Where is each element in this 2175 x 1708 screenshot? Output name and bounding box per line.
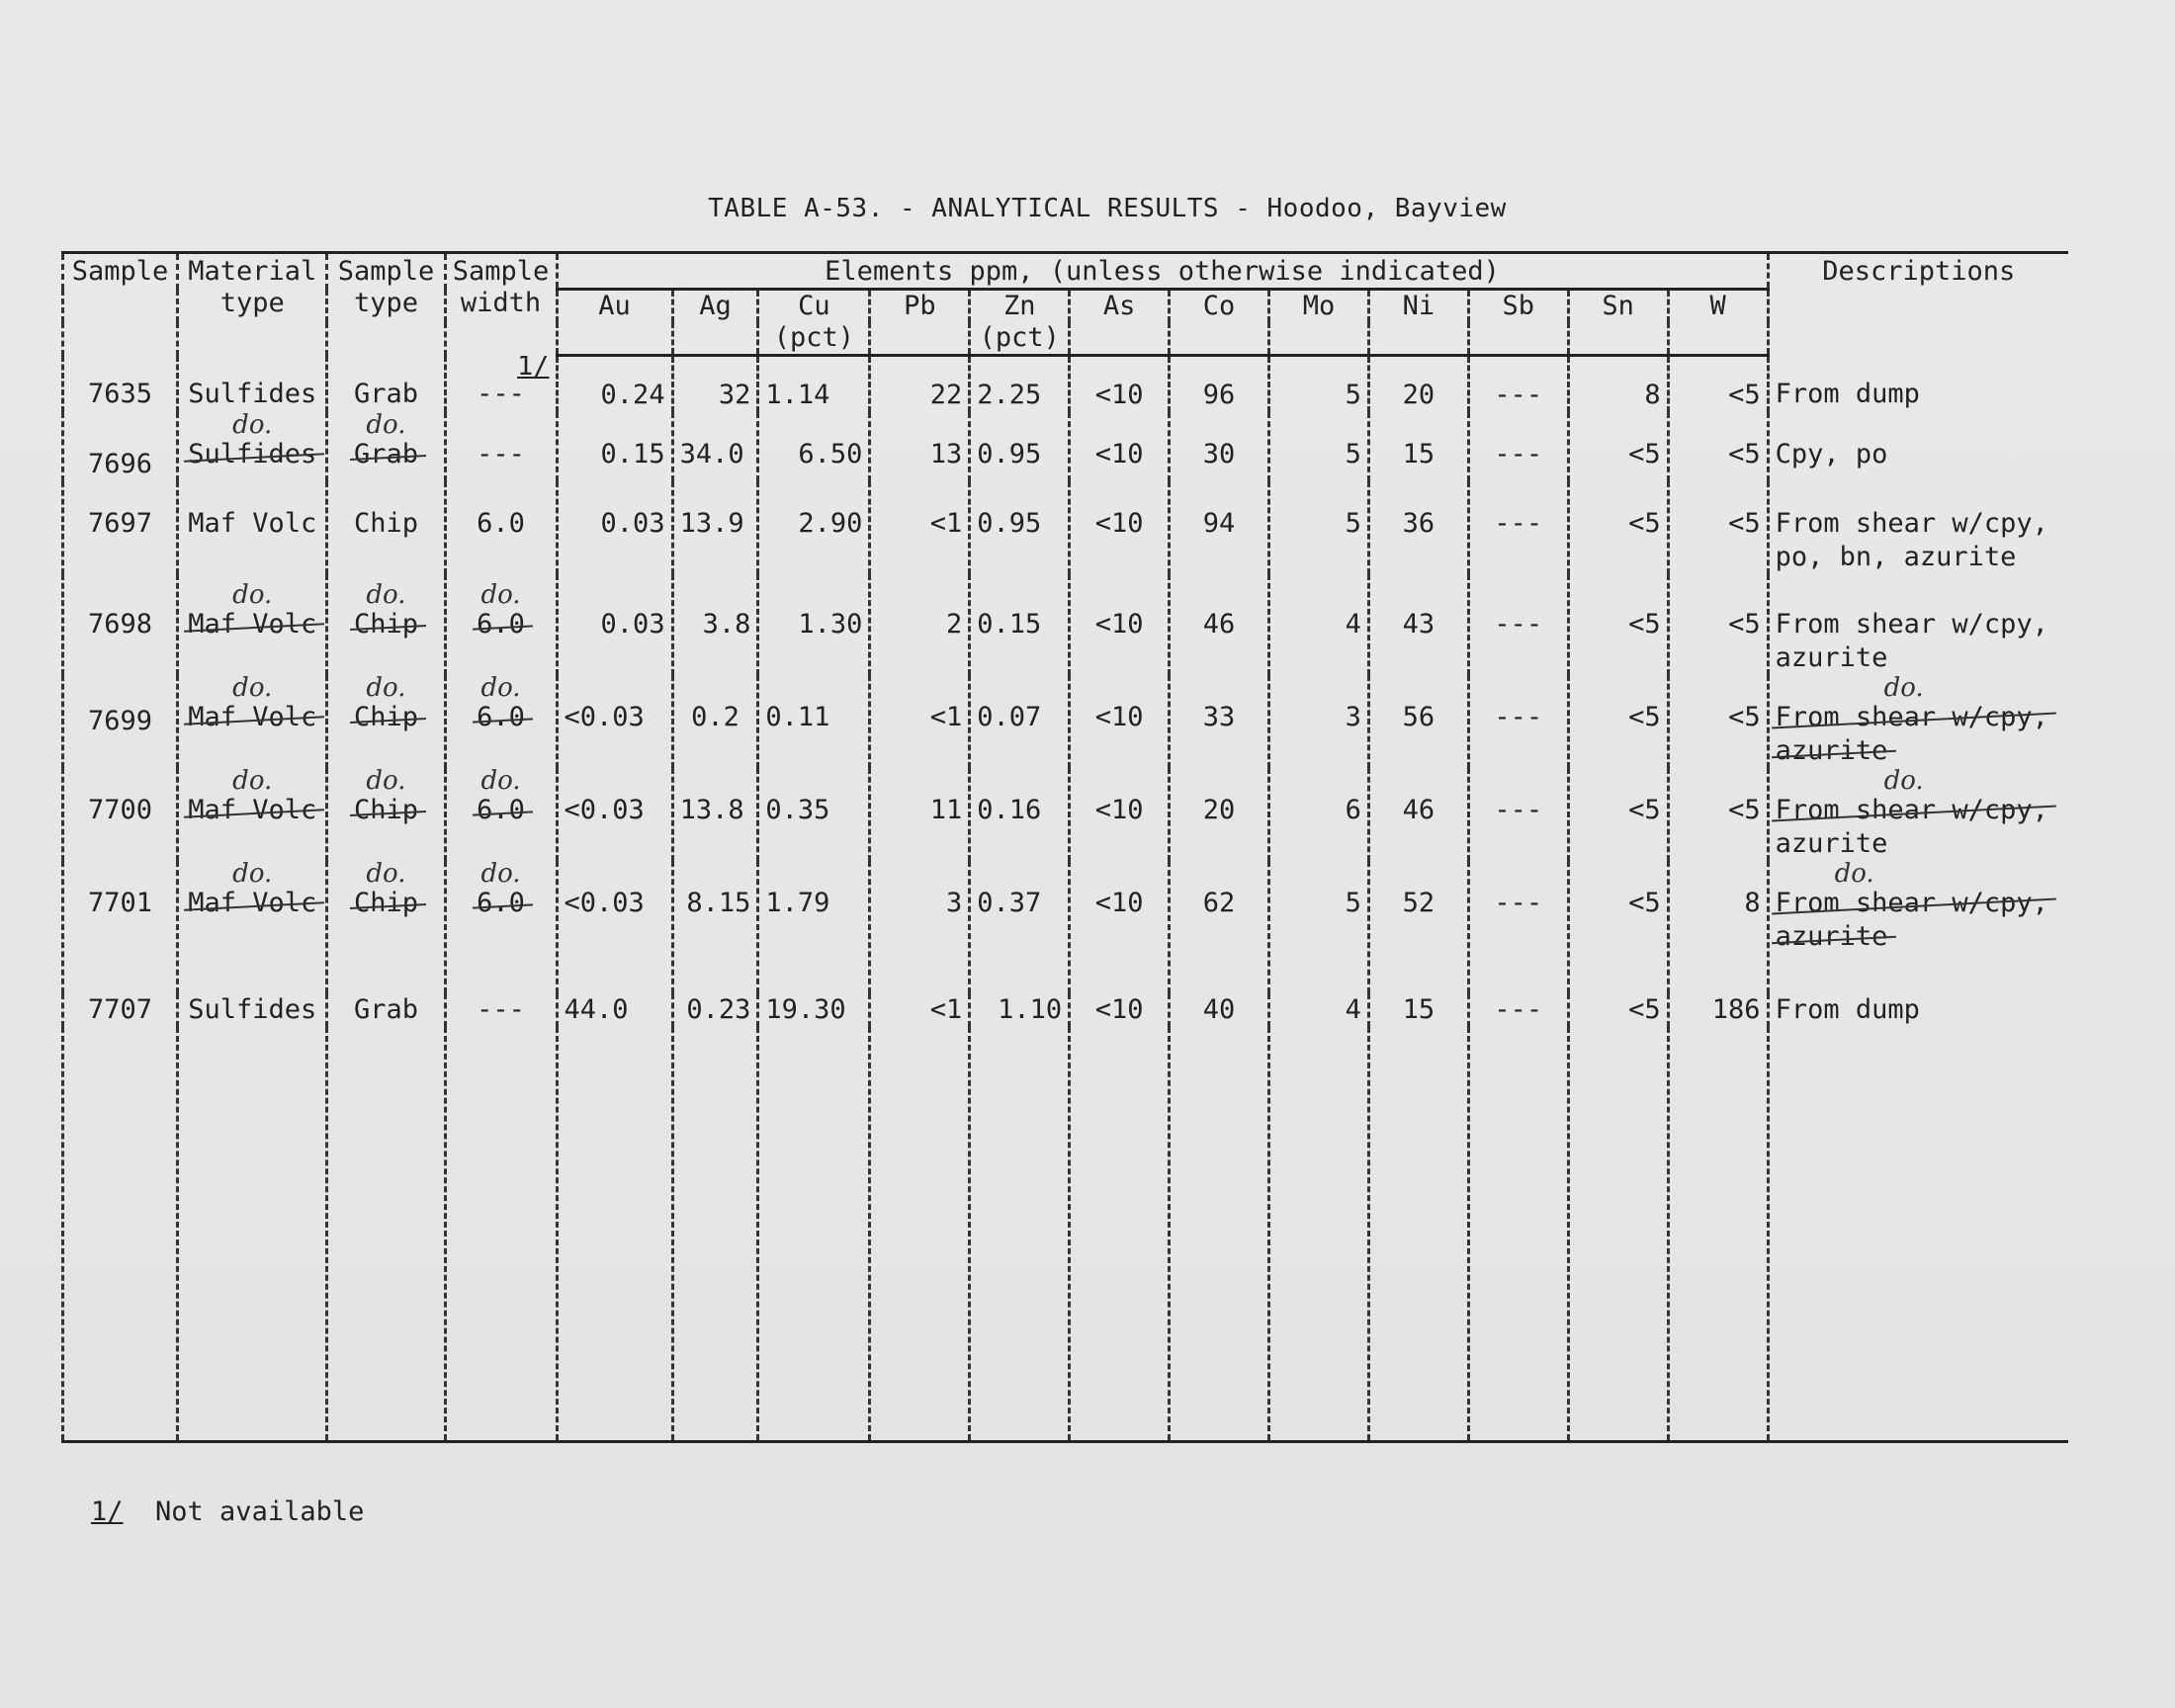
cell-au: 0.03 (557, 481, 672, 574)
cell-co: 96 (1170, 356, 1269, 413)
cell-material: Maf Volc (178, 481, 327, 574)
cell-width: 1/ --- (445, 356, 557, 413)
cell-mo: 4 (1269, 993, 1369, 1027)
cell-mo: 6 (1269, 768, 1369, 861)
cell-sn: 8 (1568, 356, 1668, 413)
ditto-mark: do. (480, 675, 521, 703)
cell-w: <5 (1668, 481, 1768, 574)
cell-type: Grab (327, 993, 445, 1027)
cell-ni: 46 (1368, 768, 1468, 861)
cell-pb: <1 (870, 481, 970, 574)
cell-as: <10 (1070, 481, 1170, 574)
header-cu-unit: (pct) (758, 322, 870, 356)
cell-sn: <5 (1568, 574, 1668, 675)
cell-desc: do. From shear w/cpy, azurite (1768, 861, 2068, 993)
cell-co: 62 (1170, 861, 1269, 993)
table-row (63, 574, 2069, 675)
cell-type: do. Chip (327, 675, 445, 768)
cell-desc: From dump (1768, 993, 2068, 1027)
cell-mo: 3 (1269, 675, 1369, 768)
header-pb-unit (870, 322, 970, 356)
ditto-mark: do. (480, 861, 521, 889)
cell-au: 0.15 (557, 412, 672, 481)
cell-material: do. Maf Volc (178, 861, 327, 993)
cell-width: do. 6.0 (445, 574, 557, 675)
cell-ag: 0.23 (672, 993, 758, 1027)
cell-material: do. Maf Volc (178, 574, 327, 675)
cell-sb: --- (1468, 675, 1568, 768)
cell-as: <10 (1070, 993, 1170, 1027)
cell-au: <0.03 (557, 861, 672, 993)
ditto-mark: do. (366, 861, 406, 889)
header-mo: Mo (1269, 290, 1369, 323)
cell-sn: <5 (1568, 412, 1668, 481)
cell-type: do. Chip (327, 574, 445, 675)
cell-sb: --- (1468, 861, 1568, 993)
ditto-mark: do. (1883, 768, 1924, 796)
ditto-mark: do. (1834, 861, 1874, 889)
header-as: As (1070, 290, 1170, 323)
table-row (63, 481, 2069, 574)
cell-sn: <5 (1568, 675, 1668, 768)
header-au-unit (557, 322, 672, 356)
header-material-type: Material type (178, 253, 327, 356)
ditto-mark: do. (232, 412, 273, 440)
cell-material: Sulfides (178, 993, 327, 1027)
cell-au: 0.03 (557, 574, 672, 675)
cell-sb: --- (1468, 768, 1568, 861)
table-row (63, 861, 2069, 993)
cell-as: <10 (1070, 574, 1170, 675)
header-as-unit (1070, 322, 1170, 356)
cell-sn: <5 (1568, 768, 1668, 861)
header-w: W (1668, 290, 1768, 323)
header-ni: Ni (1368, 290, 1468, 323)
cell-width: --- (445, 412, 557, 481)
cell-type: do. Grab (327, 412, 445, 481)
cell-zn: 0.95 (970, 481, 1070, 574)
cell-ni: 56 (1368, 675, 1468, 768)
cell-pb: 13 (870, 412, 970, 481)
cell-sample: 7699 (63, 675, 178, 768)
cell-w: <5 (1668, 675, 1768, 768)
cell-sb: --- (1468, 412, 1568, 481)
cell-zn: 0.95 (970, 412, 1070, 481)
cell-co: 20 (1170, 768, 1269, 861)
cell-co: 94 (1170, 481, 1269, 574)
cell-as: <10 (1070, 675, 1170, 768)
cell-pb: 3 (870, 861, 970, 993)
header-mo-unit (1269, 322, 1369, 356)
ditto-mark: do. (232, 580, 273, 610)
header-sn-unit (1568, 322, 1668, 356)
cell-cu: 0.35 (758, 768, 870, 861)
cell-co: 40 (1170, 993, 1269, 1027)
cell-mo: 5 (1269, 481, 1369, 574)
cell-sb: --- (1468, 993, 1568, 1027)
cell-cu: 1.79 (758, 861, 870, 993)
header-co-unit (1170, 322, 1269, 356)
table-filler-row (63, 1027, 2069, 1442)
header-descriptions: Descriptions (1768, 253, 2068, 356)
cell-pb: 11 (870, 768, 970, 861)
header-elements-group: Elements ppm, (unless otherwise indicated) (557, 253, 1768, 290)
cell-cu: 0.11 (758, 675, 870, 768)
cell-au: <0.03 (557, 768, 672, 861)
cell-zn: 0.16 (970, 768, 1070, 861)
cell-cu: 19.30 (758, 993, 870, 1027)
table-row (63, 675, 2069, 768)
cell-desc: From shear w/cpy, po, bn, azurite (1768, 481, 2068, 574)
cell-sn: <5 (1568, 861, 1668, 993)
header-ag-unit (672, 322, 758, 356)
cell-material: do. Maf Volc (178, 675, 327, 768)
cell-material: Sulfides (178, 356, 327, 413)
cell-au: 44.0 (557, 993, 672, 1027)
cell-type: Chip (327, 481, 445, 574)
cell-mo: 5 (1269, 412, 1369, 481)
cell-ag: 13.9 (672, 481, 758, 574)
cell-w: <5 (1668, 412, 1768, 481)
cell-cu: 1.14 (758, 356, 870, 413)
ditto-mark: do. (480, 580, 521, 610)
cell-w: 186 (1668, 993, 1768, 1027)
cell-zn: 1.10 (970, 993, 1070, 1027)
cell-sample: 7697 (63, 481, 178, 574)
footnote-text: Not available (155, 1496, 365, 1527)
cell-cu: 6.50 (758, 412, 870, 481)
cell-material: do. Sulfides (178, 412, 327, 481)
cell-zn: 2.25 (970, 356, 1070, 413)
cell-zn: 0.15 (970, 574, 1070, 675)
cell-ag: 32 (672, 356, 758, 413)
header-co: Co (1170, 290, 1269, 323)
cell-width: 6.0 (445, 481, 557, 574)
cell-sb: --- (1468, 574, 1568, 675)
header-w-unit (1668, 322, 1768, 356)
cell-material: do. Maf Volc (178, 768, 327, 861)
cell-au: <0.03 (557, 675, 672, 768)
cell-co: 46 (1170, 574, 1269, 675)
analytical-results-table (61, 251, 2068, 1443)
cell-co: 30 (1170, 412, 1269, 481)
cell-width: --- (445, 993, 557, 1027)
cell-width: do. 6.0 (445, 861, 557, 993)
cell-ni: 52 (1368, 861, 1468, 993)
cell-pb: 22 (870, 356, 970, 413)
header-sn: Sn (1568, 290, 1668, 323)
cell-w: 8 (1668, 861, 1768, 993)
cell-cu: 2.90 (758, 481, 870, 574)
header-ni-unit (1368, 322, 1468, 356)
cell-sample: 7696 (63, 412, 178, 481)
cell-ag: 13.8 (672, 768, 758, 861)
cell-sample: 7701 (63, 861, 178, 993)
cell-sample: 7698 (63, 574, 178, 675)
cell-ni: 15 (1368, 412, 1468, 481)
header-sample-width: Sample width (445, 253, 557, 356)
header-sb: Sb (1468, 290, 1568, 323)
cell-type: do. Chip (327, 768, 445, 861)
cell-width: do. 6.0 (445, 675, 557, 768)
footnote (91, 1496, 364, 1527)
cell-desc: do. From shear w/cpy, azurite (1768, 768, 2068, 861)
cell-sn: <5 (1568, 481, 1668, 574)
header-sample-type: Sample type (327, 253, 445, 356)
cell-desc: From shear w/cpy, azurite (1768, 574, 2068, 675)
header-sb-unit (1468, 322, 1568, 356)
footnote-mark: 1/ (91, 1496, 124, 1527)
table-row (63, 412, 2069, 481)
cell-w: <5 (1668, 574, 1768, 675)
cell-pb: 2 (870, 574, 970, 675)
header-zn: Zn (970, 290, 1070, 323)
header-sample: Sample (63, 253, 178, 356)
cell-type: do. Chip (327, 861, 445, 993)
cell-desc: From dump (1768, 356, 2068, 413)
cell-w: <5 (1668, 768, 1768, 861)
cell-ag: 34.0 (672, 412, 758, 481)
header-cu: Cu (758, 290, 870, 323)
ditto-mark: do. (1883, 675, 1924, 703)
cell-desc: do. From shear w/cpy, azurite (1768, 675, 2068, 768)
table-row (63, 993, 2069, 1027)
cell-zn: 0.07 (970, 675, 1070, 768)
cell-as: <10 (1070, 861, 1170, 993)
cell-sn: <5 (1568, 993, 1668, 1027)
cell-mo: 5 (1269, 861, 1369, 993)
cell-pb: <1 (870, 993, 970, 1027)
cell-co: 33 (1170, 675, 1269, 768)
cell-as: <10 (1070, 412, 1170, 481)
cell-ni: 20 (1368, 356, 1468, 413)
cell-sb: --- (1468, 356, 1568, 413)
cell-pb: <1 (870, 675, 970, 768)
table-row (63, 768, 2069, 861)
cell-as: <10 (1070, 356, 1170, 413)
table-row (63, 356, 2069, 413)
cell-mo: 5 (1269, 356, 1369, 413)
cell-width: do. 6.0 (445, 768, 557, 861)
cell-ni: 36 (1368, 481, 1468, 574)
cell-desc: Cpy, po (1768, 412, 2068, 481)
cell-ni: 43 (1368, 574, 1468, 675)
table-title: TABLE A-53. - ANALYTICAL RESULTS - Hoodoo, Bayview (708, 194, 1507, 223)
cell-sample: 7635 (63, 356, 178, 413)
cell-ag: 0.2 (672, 675, 758, 768)
ditto-mark: do. (366, 580, 406, 610)
cell-ni: 15 (1368, 993, 1468, 1027)
header-ag: Ag (672, 290, 758, 323)
cell-type: Grab (327, 356, 445, 413)
cell-w: <5 (1668, 356, 1768, 413)
cell-sample: 7707 (63, 993, 178, 1027)
cell-sample: 7700 (63, 768, 178, 861)
header-pb: Pb (870, 290, 970, 323)
header-zn-unit: (pct) (970, 322, 1070, 356)
cell-as: <10 (1070, 768, 1170, 861)
cell-sb: --- (1468, 481, 1568, 574)
cell-au: 0.24 (557, 356, 672, 413)
ditto-mark: do. (480, 768, 521, 796)
cell-ag: 3.8 (672, 574, 758, 675)
ditto-mark: do. (366, 768, 406, 796)
analytical-results-table-wrap (61, 251, 2068, 1443)
ditto-mark: do. (232, 675, 273, 703)
cell-zn: 0.37 (970, 861, 1070, 993)
cell-ag: 8.15 (672, 861, 758, 993)
cell-cu: 1.30 (758, 574, 870, 675)
footnote-mark: 1/ (517, 355, 550, 382)
cell-mo: 4 (1269, 574, 1369, 675)
ditto-mark: do. (366, 675, 406, 703)
header-au: Au (557, 290, 672, 323)
ditto-mark: do. (366, 412, 406, 440)
ditto-mark: do. (232, 861, 273, 889)
ditto-mark: do. (232, 768, 273, 796)
